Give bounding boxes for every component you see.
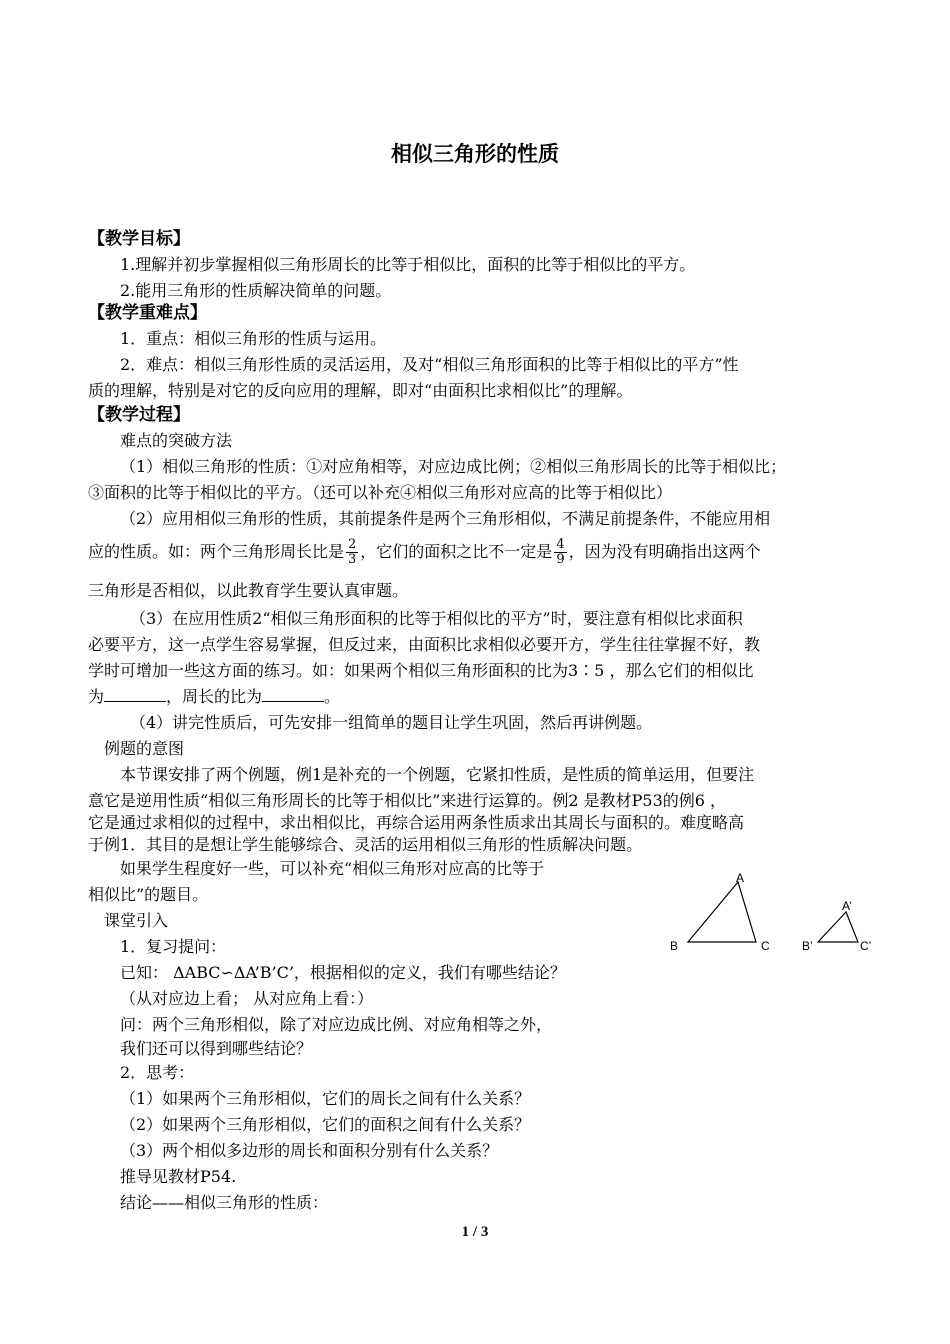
page-title: 相似三角形的性质: [391, 142, 559, 166]
paragraph-line: （2）如果两个三角形相似，它们的面积之间有什么关系？: [120, 1115, 531, 1134]
text-segment: 为: [88, 687, 105, 706]
vertex-label-b: B: [670, 939, 679, 953]
keypoint-line: 2．难点：相似三角形性质的灵活运用，及对“相似三角形面积的比等于相似比的平方”性: [120, 355, 739, 374]
similar-triangles-figure: [660, 868, 890, 958]
vertex-label-c: C: [761, 939, 770, 953]
paragraph-line: 于例1．其目的是想让学生能够综合、灵活的运用相似三角形的性质解决问题。: [88, 835, 643, 854]
objective-line: 2.能用三角形的性质解决简单的问题。: [120, 281, 392, 300]
fraction-denominator: 3: [348, 552, 357, 567]
paragraph-line: （1）相似三角形的性质：①对应角相等，对应边成比例；②相似三角形周长的比等于相似比；: [120, 457, 787, 476]
paragraph-line: （2）应用相似三角形的性质，其前提条件是两个三角形相似，不满足前提条件，不能应用相: [120, 509, 771, 528]
answer-blank: [262, 687, 324, 702]
text-segment: ，周长的比为: [166, 687, 263, 706]
objective-line: 1.理解并初步掌握相似三角形周长的比等于相似比，面积的比等于相似比的平方。: [120, 255, 696, 274]
triangle-abc: [688, 882, 756, 942]
paragraph-line: ③面积的比等于相似比的平方。（还可以补充④相似三角形对应高的比等于相似比）: [88, 483, 673, 502]
paragraph-line: （3）两个相似多边形的周长和面积分别有什么关系？: [120, 1141, 499, 1160]
page-number: 1 / 3: [461, 1224, 489, 1240]
vertex-label-a: A: [736, 871, 745, 885]
paragraph-line: 1．复习提问：: [120, 937, 227, 956]
fraction-denominator: 9: [556, 552, 565, 567]
paragraph-line: 三角形是否相似，以此教育学生要认真审题。: [88, 581, 409, 600]
paragraph-line: 如果学生程度好一些，可以补充“相似三角形对应高的比等于: [120, 859, 545, 878]
fraction-numerator: 2: [348, 537, 357, 552]
objectives-heading: 【教学目标】: [88, 229, 190, 249]
paragraph-line: 相似比”的题目。: [88, 885, 209, 904]
fraction-four-ninths: [554, 538, 566, 567]
paragraph-line: 已知： ΔABC∽ΔA’B’C’，根据相似的定义，我们有哪些结论？: [120, 963, 566, 982]
paragraph-line-with-blanks: [88, 686, 340, 708]
paragraph-line: （4）讲完性质后，可先安排一组简单的题目让学生巩固，然后再讲例题。: [130, 713, 653, 732]
fraction-numerator: 4: [556, 537, 565, 552]
answer-blank: [104, 687, 166, 702]
paragraph-line: 问：两个三角形相似，除了对应边成比例、对应角相等之外，: [120, 1015, 553, 1034]
vertex-label-c-prime: C’: [860, 939, 872, 953]
text-segment: ，因为没有明确指出这两个: [568, 542, 761, 561]
paragraph-line: 它是通过求相似的过程中，求出相似比，再综合运用两条性质求出其周长与面积的。难度略高: [88, 813, 745, 832]
text-segment: 应的性质。如：两个三角形周长比是: [88, 542, 345, 561]
paragraph-line: 推导见教材P54.: [120, 1167, 237, 1186]
fraction-two-thirds: [346, 538, 358, 567]
paragraph-line: 2．思考：: [120, 1063, 195, 1082]
paragraph-line: （1）如果两个三角形相似，它们的周长之间有什么关系？: [120, 1089, 531, 1108]
paragraph-line: 我们还可以得到哪些结论？: [120, 1039, 313, 1058]
text-segment: ，它们的面积之比不一定是: [360, 542, 553, 561]
paragraph-line-with-fractions: [88, 538, 761, 567]
vertex-label-a-prime: A’: [842, 899, 852, 913]
paragraph-line: 难点的突破方法: [120, 431, 233, 450]
text-segment: 。: [324, 687, 341, 706]
paragraph-line: 学时可增加一些这方面的练习。如：如果两个相似三角形面积的比为3∶5 ，那么它们的相似比: [88, 661, 754, 680]
paragraph-line: 必要平方，这一点学生容易掌握，但反过来，由面积比求相似必要开方，学生往往掌握不好，教: [88, 635, 761, 654]
triangle-a-prime-b-prime-c-prime: [818, 912, 858, 942]
paragraph-line: 结论——相似三角形的性质：: [120, 1193, 329, 1212]
keypoint-line: 质的理解，特别是对它的反向应用的理解，即对“由面积比求相似比”的理解。: [88, 381, 633, 400]
paragraph-line: （从对应边上看； 从对应角上看：）: [120, 989, 374, 1008]
keypoint-line: 1．重点：相似三角形的性质与运用。: [120, 329, 387, 348]
paragraph-line: （3）在应用性质2“相似三角形面积的比等于相似比的平方”时，要注意有相似比求面积: [130, 609, 743, 628]
paragraph-line: 意它是逆用性质“相似三角形周长的比等于相似比”来进行运算的。例2 是教材P53的例6 ，: [88, 791, 727, 810]
process-heading: 【教学过程】: [88, 405, 190, 425]
subheading: 课堂引入: [104, 911, 169, 930]
paragraph-line: 本节课安排了两个例题，例1是补充的一个例题，它紧扣性质，是性质的简单运用，但要注: [120, 765, 755, 784]
subheading: 例题的意图: [104, 739, 185, 758]
keypoints-heading: 【教学重难点】: [88, 303, 207, 323]
vertex-label-b-prime: B’: [802, 939, 813, 953]
